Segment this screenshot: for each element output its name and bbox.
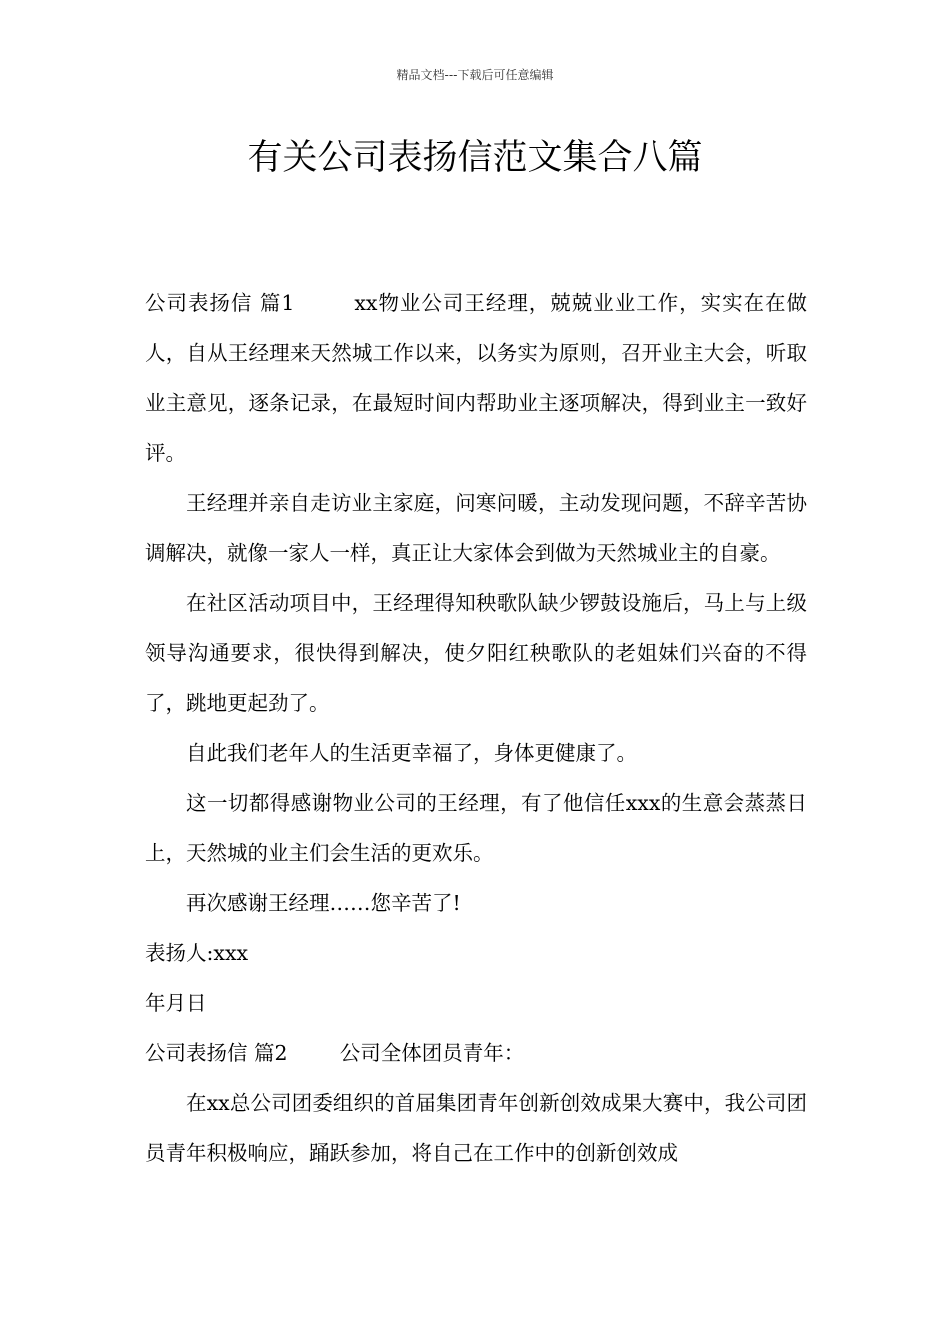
section1-paragraph: 自此我们老年人的生活更幸福了，身体更健康了。 [186, 741, 637, 765]
section1-paragraph: 这一切都得感谢物业公司的王经理，有了他信任xxx的生意会蒸蒸日上，天然城的业主们会生活的更欢乐。 [145, 791, 807, 865]
section1-paragraph: 再次感谢王经理……您辛苦了! [186, 891, 461, 915]
section1-lead-text: xx物业公司王经理，兢兢业业工作，实实在在做人，自从王经理来天然城工作以来，以务实为原则，召开业主大会，听取业主意见，逐条记录，在最短时间内帮助业主逐项解决，得到业主一致好评。 [145, 291, 808, 465]
section1-label: 公司表扬信 篇1 [145, 291, 295, 315]
document-body [145, 278, 807, 1178]
section1-paragraph: 王经理并亲自走访业主家庭，问寒问暖，主动发现问题，不辞辛苦协调解决，就像一家人一样，真正让大家体会到做为天然城业主的自豪。 [145, 491, 807, 565]
section1-paragraph: 在社区活动项目中，王经理得知秧歌队缺少锣鼓设施后，马上与上级领导沟通要求，很快得到解决，使夕阳红秧歌队的老姐妹们兴奋的不得了，跳地更起劲了。 [145, 591, 807, 715]
section2-lead-text: 公司全体团员青年： [339, 1041, 525, 1065]
section2-paragraph: 在xx总公司团委组织的首届集团青年创新创效成果大赛中，我公司团员青年积极响应，踊跃参加，将自己在工作中的创新创效成 [145, 1091, 807, 1165]
section1-signer: 表扬人:xxx [145, 941, 249, 965]
section1-date: 年月日 [145, 991, 207, 1015]
section2-label: 公司表扬信 篇2 [145, 1041, 288, 1065]
document-title: 有关公司表扬信范文集合八篇 [247, 138, 703, 178]
section2-intro-paragraph [145, 1028, 807, 1078]
section1-intro-paragraph [145, 278, 807, 478]
header-note: 精品文档---下载后可任意编辑 [396, 68, 554, 82]
